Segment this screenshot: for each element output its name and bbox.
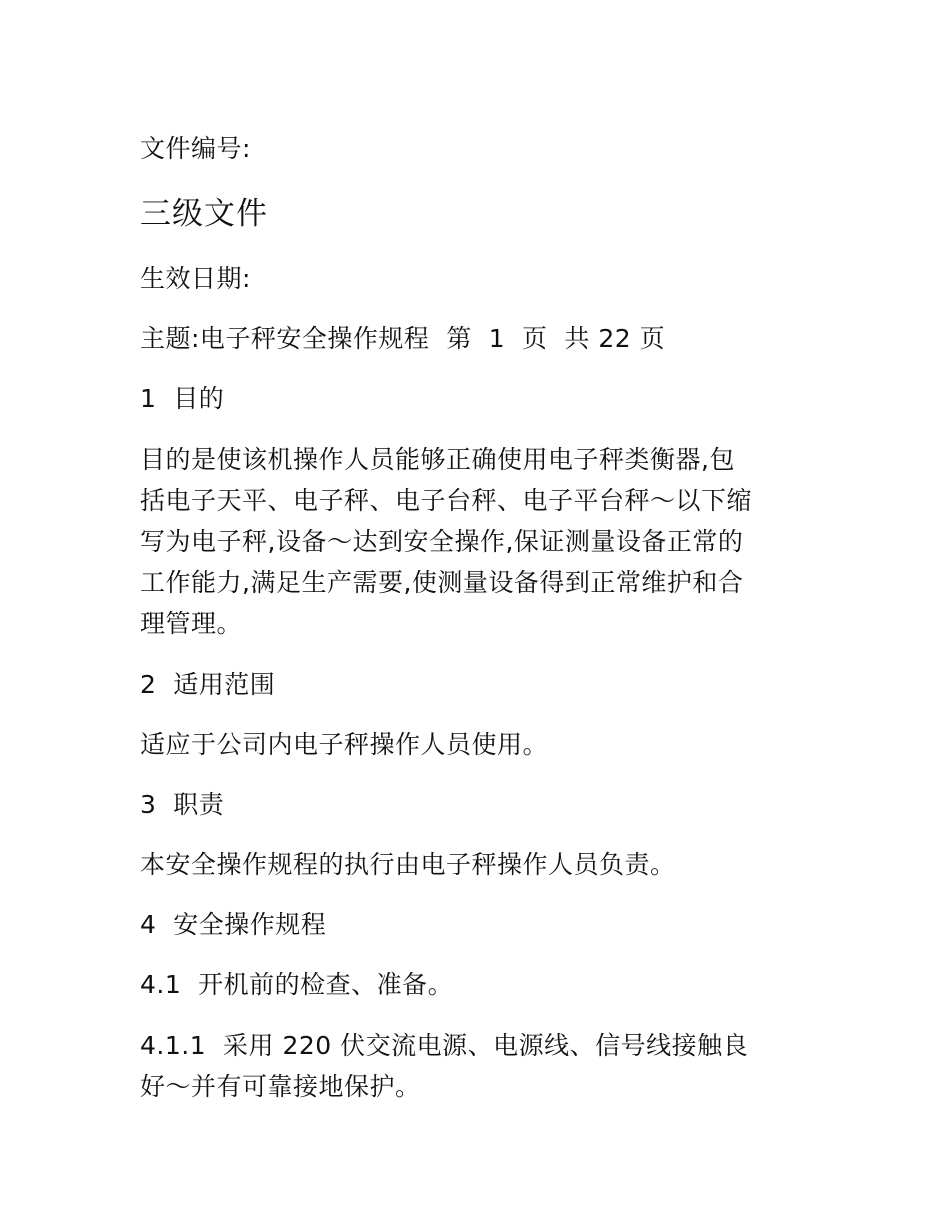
section-3-heading: 3 职责 [140, 790, 225, 819]
section-1-body [140, 439, 830, 644]
section-4-1-heading: 4.1 开机前的检查、准备。 [140, 970, 454, 999]
document-level: 三级文件 [140, 196, 268, 232]
section-1-body-line: 目的是使该机操作人员能够正确使用电子秤类衡器,包 [140, 445, 735, 474]
section-4-heading: 4 安全操作规程 [140, 910, 327, 939]
section-1-body-line: 工作能力,满足生产需要,使测量设备得到正常维护和合 [140, 568, 744, 597]
file-number-label: 文件编号: [140, 134, 251, 163]
section-1-body-line: 括电子天平、电子秤、电子台秤、电子平台秤～以下缩 [140, 486, 753, 515]
section-1-body-line: 写为电子秤,设备～达到安全操作,保证测量设备正常的 [140, 527, 744, 556]
section-2-body: 适应于公司内电子秤操作人员使用。 [140, 730, 549, 759]
effective-date-label: 生效日期: [140, 264, 251, 293]
section-4-1-1-body-line: 4.1.1 采用 220 伏交流电源、电源线、信号线接触良 [140, 1031, 749, 1060]
section-2-heading: 2 适用范围 [140, 670, 276, 699]
subject-line: 主题:电子秤安全操作规程 第 1 页 共 22 页 [140, 324, 666, 353]
section-4-1-1-body-line: 好～并有可靠接地保护。 [140, 1072, 421, 1101]
section-1-heading: 1 目的 [140, 384, 225, 413]
section-1-body-line: 理管理。 [140, 609, 243, 638]
section-3-body: 本安全操作规程的执行由电子秤操作人员负责。 [140, 850, 676, 879]
section-4-1-1-body [140, 1025, 830, 1107]
